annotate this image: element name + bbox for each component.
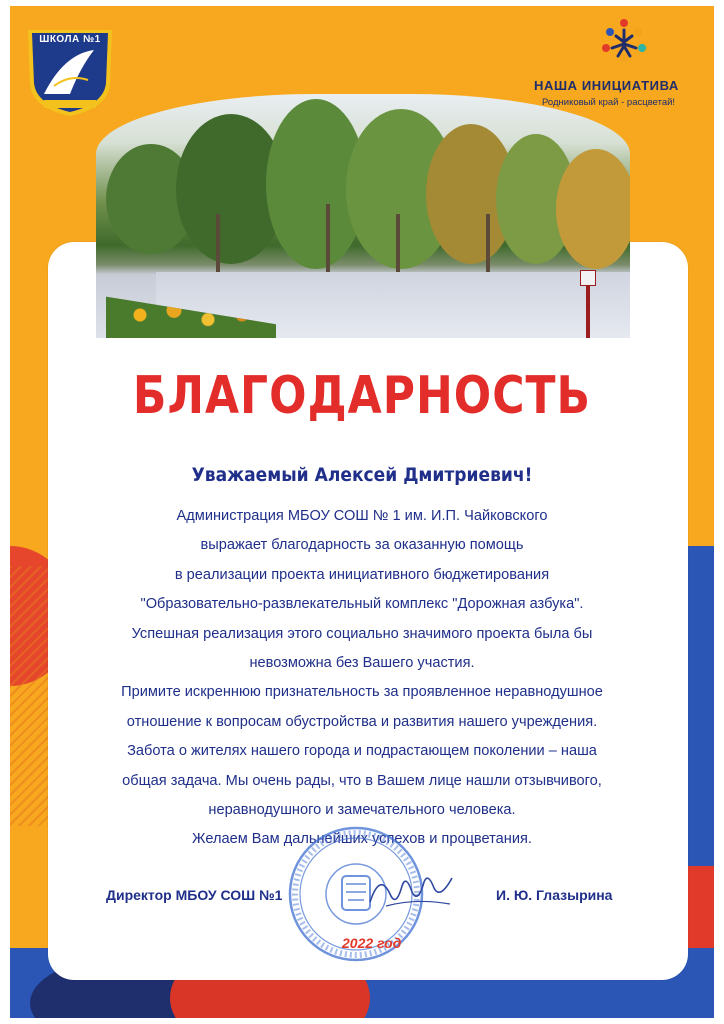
document-title: БЛАГОДАРНОСТЬ: [132, 366, 592, 427]
body-line: Желаем Вам дальнейших успехов и процветания.: [192, 831, 532, 848]
body-line: невозможна без Вашего участия.: [249, 655, 475, 672]
school-logo-city: г. ВОЛЖСК: [56, 103, 84, 109]
salutation: Уважаемый Алексей Дмитриевич!: [191, 464, 533, 486]
body-line: Успешная реализация этого социально значимого проекта была бы: [131, 625, 593, 642]
body-line: Забота о жителях нашего города и подрастающем поколении – наша: [127, 743, 597, 760]
body-line: "Образовательно-развлекательный комплекс "Дорожная азбука".: [140, 596, 584, 613]
park-photo: [96, 94, 630, 338]
road-sign: [580, 270, 596, 286]
school-logo-text: ШКОЛА №1: [39, 34, 101, 45]
brand-title: НАША ИНИЦИАТИВА: [534, 78, 679, 93]
body-line: Администрация МБОУ СОШ № 1 им. И.П. Чайковского: [176, 508, 548, 524]
signer-title: Директор МБОУ СОШ №1: [106, 887, 283, 903]
body-line: в реализации проекта инициативного бюджетирования: [174, 566, 550, 583]
letter-body: [70, 502, 654, 855]
body-line: неравнодушного и замечательного человека.: [208, 802, 516, 819]
initiative-logo-icon: [600, 18, 648, 64]
school-logo: [24, 24, 116, 118]
body-line: Примите искреннюю признательность за проявленное неравнодушное: [121, 684, 603, 701]
handwritten-signature: [366, 864, 456, 914]
body-line: общая задача. Мы очень рады, что в Вашем лице нашли отзывчивого,: [122, 772, 602, 789]
body-line: выражает благодарность за оказанную помощь: [200, 537, 524, 554]
signer-name: И. Ю. Глазырина: [496, 887, 613, 903]
year-label: 2022 год: [342, 935, 402, 951]
certificate-sheet: [10, 6, 714, 1018]
brand-subtitle: Родниковый край - расцветай!: [542, 97, 676, 108]
body-line: отношение к вопросам обустройства и развития нашего учреждения.: [126, 713, 598, 730]
